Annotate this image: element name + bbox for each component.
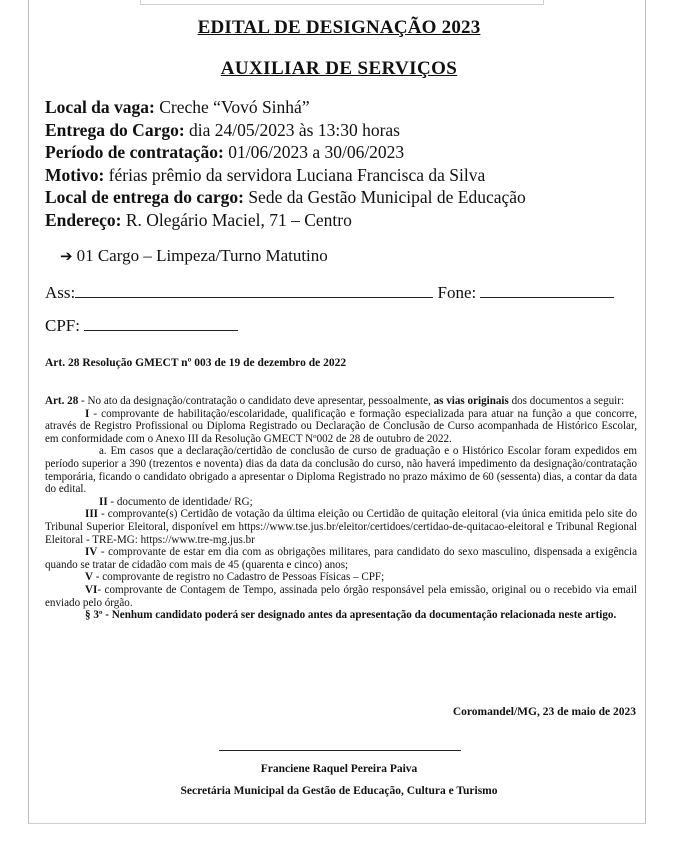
document-subtitle: AUXILIAR DE SERVIÇOS bbox=[220, 58, 458, 79]
cargo-text: 01 Cargo – Limpeza/Turno Matutino bbox=[76, 246, 328, 265]
cpf-field[interactable] bbox=[84, 316, 238, 331]
endereco-label: Endereço: bbox=[45, 209, 122, 230]
ass-field[interactable] bbox=[75, 283, 433, 298]
item-v-label: V bbox=[85, 571, 94, 584]
arrow-right-icon: ➔ bbox=[60, 247, 73, 265]
fone-field[interactable] bbox=[480, 283, 614, 298]
info-endereco bbox=[45, 209, 645, 232]
fone-label: Fone: bbox=[433, 283, 477, 302]
motivo-label: Motivo: bbox=[45, 164, 105, 185]
cpf-row bbox=[45, 316, 238, 336]
signature-line bbox=[219, 750, 461, 751]
art-label: Art. 28 bbox=[45, 395, 79, 407]
item-ii bbox=[45, 496, 637, 509]
item-v-text: - comprovante de registro no Cadastro de Pessoas Físicas – CPF; bbox=[93, 571, 385, 584]
art-bold: as vias originais bbox=[433, 395, 509, 407]
item-iii-label: III bbox=[85, 508, 98, 521]
info-local bbox=[45, 96, 645, 119]
local-value: Creche “Vovó Sinhá” bbox=[154, 97, 310, 117]
periodo-value: 01/06/2023 a 30/06/2023 bbox=[223, 142, 405, 162]
cargo-line bbox=[60, 246, 328, 266]
document-date: Coromandel/MG, 23 de maio de 2023 bbox=[452, 706, 636, 718]
endereco-value: R. Olegário Maciel, 71 – Centro bbox=[121, 209, 352, 230]
item-iv-label: IV bbox=[85, 546, 98, 559]
local-entrega-value: Sede da Gestão Municipal de Educação bbox=[243, 187, 526, 207]
info-entrega bbox=[45, 119, 645, 142]
local-label: Local da vaga: bbox=[45, 97, 155, 117]
local-entrega-label: Local de entrega do cargo: bbox=[45, 187, 244, 207]
paragraph-3 bbox=[45, 609, 637, 622]
motivo-value: férias prêmio da servidora Luciana Francisca da Silva bbox=[104, 164, 486, 185]
item-ii-text: - documento de identidade/ RG; bbox=[107, 495, 253, 508]
item-iv-text: - comprovante de estar em dia com as obrigações militares, para candidato do sexo masculino, dispensada a exigência quando se tratar de cidadão com mais de 45 (quarenta e cinco) anos; bbox=[45, 546, 637, 571]
vacancy-info bbox=[45, 96, 645, 231]
item-a: a. Em casos que a declaração/certidão de conclusão de curso de graduação e o Histórico Escolar foram expedidos em período superior a 390 (trezentos e noventa) dias da data da conclusão do curso, não haverá impedimento da designação/contratação temporária, ficando o candidato obrigado a apresentar o Diploma Registrado no prazo máximo de 60 (sessenta) dias, a contar da data do edital. bbox=[45, 445, 637, 496]
art-text-2: dos documentos a seguir: bbox=[508, 395, 625, 407]
signer-role: Secretária Municipal da Gestão de Educação, Cultura e Turismo bbox=[180, 785, 498, 797]
paragraph-3-text: § 3º - Nenhum candidato poderá ser designado antes da apresentação da documentação relacionada neste artigo. bbox=[85, 609, 617, 622]
periodo-label: Período de contratação: bbox=[45, 142, 224, 162]
info-motivo bbox=[45, 164, 645, 187]
item-iv bbox=[45, 546, 637, 571]
item-vi-text: - comprovante de Contagem de Tempo, assinada pelo órgão responsável pela emissão, original ou o recebido via email enviado pelo órgão. bbox=[45, 583, 637, 609]
info-local-entrega bbox=[45, 186, 645, 209]
entrega-value: dia 24/05/2023 às 13:30 horas bbox=[184, 119, 400, 140]
art-28-paragraph bbox=[45, 395, 637, 408]
document-title: EDITAL DE DESIGNAÇÃO 2023 bbox=[197, 17, 481, 38]
item-i-text: - comprovante de habilitação/escolaridade, qualificação e formação especializada para atuar na função a que concorre, através de Registro Profissional ou Diploma Registrado ou Declaração de Conclusão de Curso acompanhada de Histórico Escolar, em conformidade com o Anexo III da Resolução GMECT Nº002 de 28 de outubro de 2022. bbox=[45, 407, 637, 445]
item-i bbox=[45, 408, 637, 446]
ass-label: Ass: bbox=[45, 283, 76, 302]
entrega-label: Entrega do Cargo: bbox=[45, 119, 185, 140]
item-ii-label: II bbox=[99, 495, 108, 508]
item-v bbox=[45, 571, 637, 584]
item-i-label: I bbox=[85, 407, 90, 420]
item-iii-text: - comprovante(s) Certidão de votação da última eleição ou Certidão de quitação eleitoral (via única emitida pelo site do Tribunal Superior Eleitoral, disponível em https://www.tse.jus.br/eleitor/certidoes/certidao-de-quitacao-eleitoral e Tribunal Regional Eleitoral - TRE-MG: https://www.tre-mg.jus.br bbox=[45, 508, 637, 546]
info-periodo bbox=[45, 141, 645, 164]
item-vi-label: VI bbox=[85, 583, 98, 596]
article-heading: Art. 28 Resolução GMECT nº 003 de 19 de dezembro de 2022 bbox=[45, 357, 347, 369]
article-body bbox=[45, 395, 637, 622]
item-iii bbox=[45, 508, 637, 546]
art-text-1: - No ato da designação/contratação o candidato deve apresentar, pessoalmente, bbox=[78, 395, 434, 407]
item-vi bbox=[45, 584, 637, 609]
signer-name: Franciene Raquel Pereira Paiva bbox=[260, 763, 418, 775]
cpf-label: CPF: bbox=[45, 316, 80, 335]
top-box-edge bbox=[140, 0, 544, 5]
signature-row bbox=[45, 283, 614, 303]
